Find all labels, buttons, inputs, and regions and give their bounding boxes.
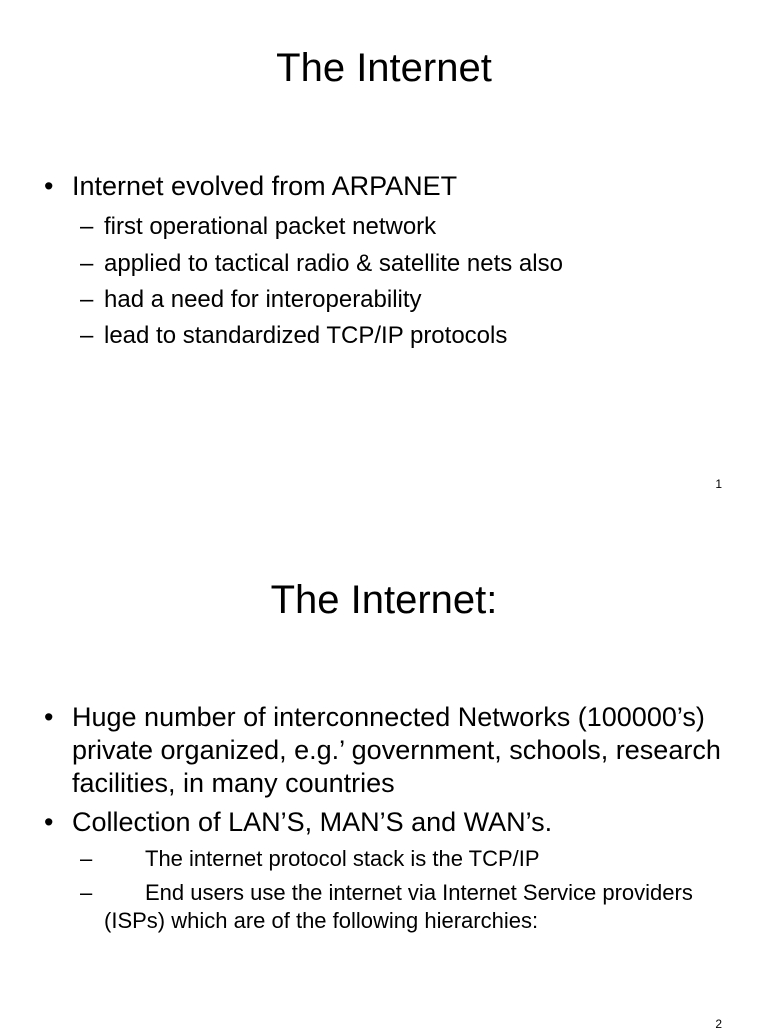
slide-2 — [0, 512, 768, 1031]
bullet-text: Collection of LAN’S, MAN’S and WAN’s. — [72, 807, 553, 837]
sub-bullet-item — [80, 250, 730, 278]
sub-bullet-item — [80, 845, 720, 873]
sub-bullet-item — [80, 213, 730, 241]
bullet-marker: • — [44, 171, 54, 201]
sub-bullet-item — [80, 286, 730, 314]
slide-2-title: The Internet: — [270, 578, 498, 622]
slide-1-title: The Internet — [276, 46, 492, 90]
bullet-item — [44, 701, 734, 800]
bullet-marker: • — [44, 807, 54, 837]
bullet-text: Huge number of interconnected Networks (100000’s) private organized, e.g.’ government, schools, research facilities, in many countries — [72, 702, 721, 798]
bullet-marker: • — [44, 702, 54, 732]
sub-bullet-text: End users use the internet via Internet Service providers (ISPs) which are of the following hierarchies: — [104, 880, 693, 933]
sub-bullet-item — [80, 322, 730, 350]
sub-bullet-text: The internet protocol stack is the TCP/IP — [145, 846, 540, 871]
sub-bullet-text: lead to standardized TCP/IP protocols — [104, 322, 508, 349]
page-number: 2 — [715, 1017, 722, 1031]
dash-marker: – — [80, 213, 94, 240]
slide-1 — [0, 0, 768, 512]
sub-bullet-item — [80, 879, 720, 935]
bullet-item — [44, 170, 734, 203]
bullet-item — [44, 806, 734, 839]
dash-marker: – — [80, 250, 94, 277]
dash-marker: – — [80, 286, 94, 313]
dash-marker: – — [80, 846, 93, 871]
sub-bullet-text: applied to tactical radio & satellite nets also — [104, 250, 563, 277]
sub-bullet-text: first operational packet network — [104, 213, 437, 240]
page-number: 1 — [715, 477, 722, 491]
dash-marker: – — [80, 880, 93, 905]
bullet-text: Internet evolved from ARPANET — [72, 171, 458, 201]
sub-bullet-text: had a need for interoperability — [104, 286, 422, 313]
dash-marker: – — [80, 322, 94, 349]
